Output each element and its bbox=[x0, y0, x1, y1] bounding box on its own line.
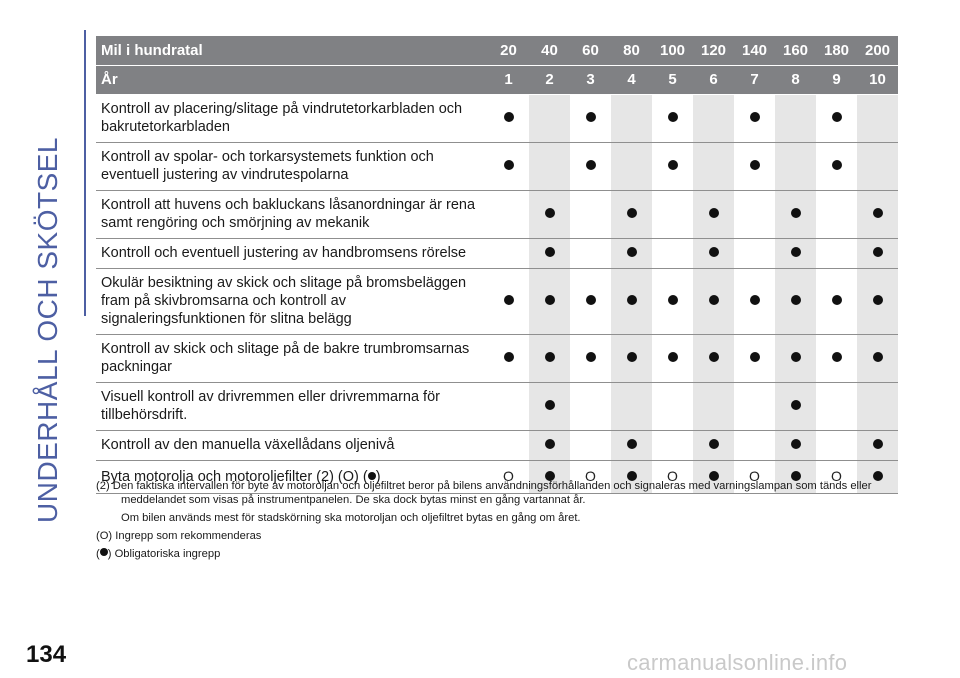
mandatory-dot-icon bbox=[668, 352, 678, 362]
interval-cell bbox=[529, 430, 570, 460]
mandatory-dot-icon bbox=[750, 352, 760, 362]
interval-cell bbox=[857, 334, 898, 382]
mandatory-dot-icon bbox=[873, 295, 883, 305]
header-km-cell: 40 bbox=[529, 36, 570, 65]
header-year-label: År bbox=[96, 65, 488, 94]
interval-cell bbox=[734, 142, 775, 190]
interval-cell bbox=[734, 430, 775, 460]
interval-cell bbox=[734, 190, 775, 238]
recommended-circle-icon: O bbox=[667, 467, 678, 484]
interval-cell bbox=[529, 334, 570, 382]
header-row-km bbox=[96, 36, 898, 65]
service-description-text: Byta motorolja och motoroljefilter (2) (O) ( bbox=[101, 468, 368, 485]
service-description bbox=[96, 382, 488, 430]
mandatory-dot-icon bbox=[627, 247, 637, 257]
mandatory-dot-icon bbox=[545, 295, 555, 305]
interval-cell bbox=[857, 142, 898, 190]
interval-cell bbox=[652, 430, 693, 460]
interval-cell bbox=[857, 382, 898, 430]
mandatory-dot-icon bbox=[832, 112, 842, 122]
interval-cell bbox=[857, 268, 898, 334]
interval-cell bbox=[857, 238, 898, 268]
legend-mandatory bbox=[96, 547, 896, 561]
interval-cell bbox=[652, 142, 693, 190]
header-km-cell: 180 bbox=[816, 36, 857, 65]
mandatory-dot-icon bbox=[709, 247, 719, 257]
mandatory-dot-icon bbox=[545, 352, 555, 362]
interval-cell bbox=[775, 334, 816, 382]
section-title-rule bbox=[84, 30, 86, 316]
header-km-cell: 140 bbox=[734, 36, 775, 65]
interval-cell bbox=[693, 94, 734, 142]
interval-cell bbox=[611, 238, 652, 268]
interval-cell bbox=[775, 142, 816, 190]
mandatory-dot-icon bbox=[586, 160, 596, 170]
service-description bbox=[96, 190, 488, 238]
interval-cell bbox=[693, 334, 734, 382]
service-description bbox=[96, 94, 488, 142]
service-description-text: Kontroll av placering/slitage på vindrutetorkarbladen och bakrutetorkarbladen bbox=[101, 101, 463, 135]
interval-cell bbox=[488, 334, 529, 382]
table-row bbox=[96, 268, 898, 334]
mandatory-dot-icon bbox=[545, 400, 555, 410]
interval-cell bbox=[488, 142, 529, 190]
interval-cell bbox=[693, 142, 734, 190]
interval-cell bbox=[570, 238, 611, 268]
interval-cell bbox=[611, 94, 652, 142]
interval-cell bbox=[611, 430, 652, 460]
interval-cell bbox=[652, 334, 693, 382]
interval-cell bbox=[693, 268, 734, 334]
mandatory-dot-icon bbox=[586, 112, 596, 122]
table-row bbox=[96, 334, 898, 382]
recommended-circle-icon: O bbox=[749, 467, 760, 484]
interval-cell bbox=[734, 94, 775, 142]
mandatory-dot-icon bbox=[627, 208, 637, 218]
interval-cell bbox=[693, 190, 734, 238]
interval-cell bbox=[570, 190, 611, 238]
interval-cell bbox=[570, 430, 611, 460]
footnote-line: (2) Den faktiska intervallen för byte av motoroljan och oljefiltret beror på bilens användningsförhållanden och signaleras med varningslampan som tänds eller bbox=[96, 480, 872, 492]
interval-cell bbox=[488, 430, 529, 460]
interval-cell bbox=[857, 94, 898, 142]
interval-cell bbox=[816, 334, 857, 382]
header-year-cell: 3 bbox=[570, 65, 611, 94]
service-description-text: Kontroll av spolar- och torkarsystemets funktion och eventuell justering av vindrutespolarna bbox=[101, 149, 434, 183]
service-description-suffix: ) bbox=[375, 468, 381, 485]
interval-cell bbox=[775, 430, 816, 460]
interval-cell bbox=[775, 268, 816, 334]
table-row bbox=[96, 94, 898, 142]
mandatory-dot-icon bbox=[750, 112, 760, 122]
interval-cell bbox=[734, 238, 775, 268]
mandatory-dot-icon bbox=[791, 439, 801, 449]
mandatory-dot-icon bbox=[668, 295, 678, 305]
mandatory-dot-icon bbox=[545, 439, 555, 449]
schedule-rows bbox=[96, 94, 898, 493]
mandatory-dot-icon bbox=[750, 160, 760, 170]
maintenance-schedule-table bbox=[96, 36, 898, 494]
legend-mandatory-text: ) Obligatoriska ingrepp bbox=[107, 548, 221, 560]
interval-cell bbox=[652, 94, 693, 142]
mandatory-dot-icon bbox=[545, 208, 555, 218]
interval-cell bbox=[734, 334, 775, 382]
interval-cell bbox=[529, 190, 570, 238]
recommended-circle-icon: O bbox=[503, 467, 514, 484]
service-description bbox=[96, 268, 488, 334]
header-km-label: Mil i hundratal bbox=[96, 36, 488, 65]
mandatory-dot-icon bbox=[627, 295, 637, 305]
recommended-circle-icon: O bbox=[585, 467, 596, 484]
mandatory-dot-icon bbox=[750, 295, 760, 305]
service-description-text: Visuell kontroll av drivremmen eller drivremmarna för tillbehörsdrift. bbox=[101, 389, 440, 423]
interval-cell bbox=[693, 382, 734, 430]
mandatory-dot-icon bbox=[545, 247, 555, 257]
interval-cell bbox=[857, 190, 898, 238]
mandatory-dot-icon bbox=[832, 352, 842, 362]
mandatory-dot-icon bbox=[627, 439, 637, 449]
interval-cell bbox=[488, 238, 529, 268]
header-km-cell: 160 bbox=[775, 36, 816, 65]
service-description bbox=[96, 430, 488, 460]
interval-cell bbox=[529, 268, 570, 334]
mandatory-dot-icon bbox=[504, 352, 514, 362]
interval-cell bbox=[816, 238, 857, 268]
footnotes bbox=[96, 479, 896, 565]
header-year-cell: 9 bbox=[816, 65, 857, 94]
header-year-cell: 1 bbox=[488, 65, 529, 94]
mandatory-dot-icon bbox=[791, 352, 801, 362]
header-year-cell: 6 bbox=[693, 65, 734, 94]
header-year-cell: 7 bbox=[734, 65, 775, 94]
interval-cell bbox=[488, 190, 529, 238]
service-description bbox=[96, 142, 488, 190]
table-row bbox=[96, 382, 898, 430]
mandatory-dot-icon bbox=[791, 400, 801, 410]
interval-cell bbox=[693, 430, 734, 460]
interval-cell bbox=[652, 190, 693, 238]
mandatory-dot-icon bbox=[504, 160, 514, 170]
header-km-cell: 60 bbox=[570, 36, 611, 65]
mandatory-dot-icon bbox=[873, 208, 883, 218]
interval-cell bbox=[529, 238, 570, 268]
interval-cell bbox=[488, 268, 529, 334]
interval-cell bbox=[570, 94, 611, 142]
mandatory-dot-icon bbox=[504, 295, 514, 305]
mandatory-dot-icon bbox=[586, 352, 596, 362]
mandatory-dot-icon bbox=[709, 352, 719, 362]
interval-cell bbox=[816, 142, 857, 190]
mandatory-dot-icon bbox=[873, 439, 883, 449]
mandatory-dot-icon bbox=[791, 208, 801, 218]
header-km-cell: 100 bbox=[652, 36, 693, 65]
mandatory-dot-icon bbox=[832, 295, 842, 305]
interval-cell bbox=[570, 382, 611, 430]
service-description-text: Kontroll och eventuell justering av handbromsens rörelse bbox=[101, 245, 467, 261]
interval-cell bbox=[857, 430, 898, 460]
interval-cell bbox=[734, 382, 775, 430]
service-description-text: Kontroll av den manuella växellådans oljenivå bbox=[101, 437, 395, 453]
header-year-cell: 8 bbox=[775, 65, 816, 94]
footnote-city-driving: Om bilen används mest för stadskörning ska motoroljan och oljefiltret bytas en gång om året. bbox=[121, 512, 581, 524]
watermark: carmanualsonline.info bbox=[627, 650, 848, 675]
mandatory-dot-icon bbox=[668, 112, 678, 122]
interval-cell bbox=[693, 238, 734, 268]
header-row-year bbox=[96, 65, 898, 94]
table-row bbox=[96, 142, 898, 190]
interval-cell bbox=[611, 142, 652, 190]
interval-cell bbox=[734, 268, 775, 334]
interval-cell bbox=[816, 268, 857, 334]
section-title: UNDERHÅLL OCH SKÖTSEL bbox=[32, 137, 63, 523]
interval-cell bbox=[775, 190, 816, 238]
interval-cell bbox=[652, 238, 693, 268]
interval-cell bbox=[775, 94, 816, 142]
mandatory-dot-icon bbox=[873, 352, 883, 362]
header-km-cell: 20 bbox=[488, 36, 529, 65]
interval-cell bbox=[652, 268, 693, 334]
service-description-text: Kontroll av skick och slitage på de bakre trumbromsarnas packningar bbox=[101, 341, 470, 375]
header-km-cell: 200 bbox=[857, 36, 898, 65]
mandatory-dot-icon bbox=[586, 295, 596, 305]
header-km-cell: 120 bbox=[693, 36, 734, 65]
service-description-text: Kontroll att huvens och bakluckans låsanordningar är rena samt rengöring och smörjning av mekanik bbox=[101, 197, 476, 231]
service-description-text: Okulär besiktning av skick och slitage på bromsbeläggen fram på skivbromsarna och kontroll av signaleringsfunktionen för slitna belägg bbox=[101, 275, 467, 327]
table-row bbox=[96, 238, 898, 268]
header-year-cell: 5 bbox=[652, 65, 693, 94]
recommended-circle-icon: O bbox=[831, 467, 842, 484]
mandatory-dot-icon bbox=[832, 160, 842, 170]
mandatory-dot-icon bbox=[791, 295, 801, 305]
page-number: 134 bbox=[26, 641, 67, 668]
footnote-text bbox=[96, 479, 896, 507]
header-year-cell: 10 bbox=[857, 65, 898, 94]
interval-cell bbox=[816, 430, 857, 460]
table-row bbox=[96, 430, 898, 460]
interval-cell bbox=[529, 382, 570, 430]
interval-cell bbox=[611, 334, 652, 382]
footnote-line: meddelandet som visas på instrumentpanelen. De ska dock bytas minst en gång vartannat år. bbox=[121, 494, 586, 506]
interval-cell bbox=[816, 190, 857, 238]
mandatory-dot-icon bbox=[709, 295, 719, 305]
table-row bbox=[96, 190, 898, 238]
interval-cell bbox=[816, 94, 857, 142]
mandatory-dot-icon bbox=[504, 112, 514, 122]
interval-cell bbox=[570, 334, 611, 382]
interval-cell bbox=[488, 94, 529, 142]
interval-cell bbox=[529, 94, 570, 142]
mandatory-dot-icon bbox=[100, 548, 108, 556]
header-km-cell: 80 bbox=[611, 36, 652, 65]
mandatory-dot-icon bbox=[709, 208, 719, 218]
service-description bbox=[96, 334, 488, 382]
interval-cell bbox=[611, 268, 652, 334]
header-year-cell: 4 bbox=[611, 65, 652, 94]
mandatory-dot-icon bbox=[627, 352, 637, 362]
interval-cell bbox=[488, 382, 529, 430]
mandatory-dot-icon bbox=[709, 439, 719, 449]
interval-cell bbox=[816, 382, 857, 430]
interval-cell bbox=[611, 190, 652, 238]
interval-cell bbox=[529, 142, 570, 190]
interval-cell bbox=[775, 238, 816, 268]
mandatory-dot-icon bbox=[668, 160, 678, 170]
mandatory-dot-icon bbox=[791, 247, 801, 257]
service-description bbox=[96, 238, 488, 268]
interval-cell bbox=[775, 382, 816, 430]
interval-cell bbox=[652, 382, 693, 430]
legend-recommended: (O) Ingrepp som rekommenderas bbox=[96, 530, 262, 542]
interval-cell bbox=[611, 382, 652, 430]
mandatory-dot-icon bbox=[873, 247, 883, 257]
interval-cell bbox=[570, 142, 611, 190]
legend-mandatory-open: ( bbox=[96, 548, 100, 560]
interval-cell bbox=[570, 268, 611, 334]
header-year-cell: 2 bbox=[529, 65, 570, 94]
